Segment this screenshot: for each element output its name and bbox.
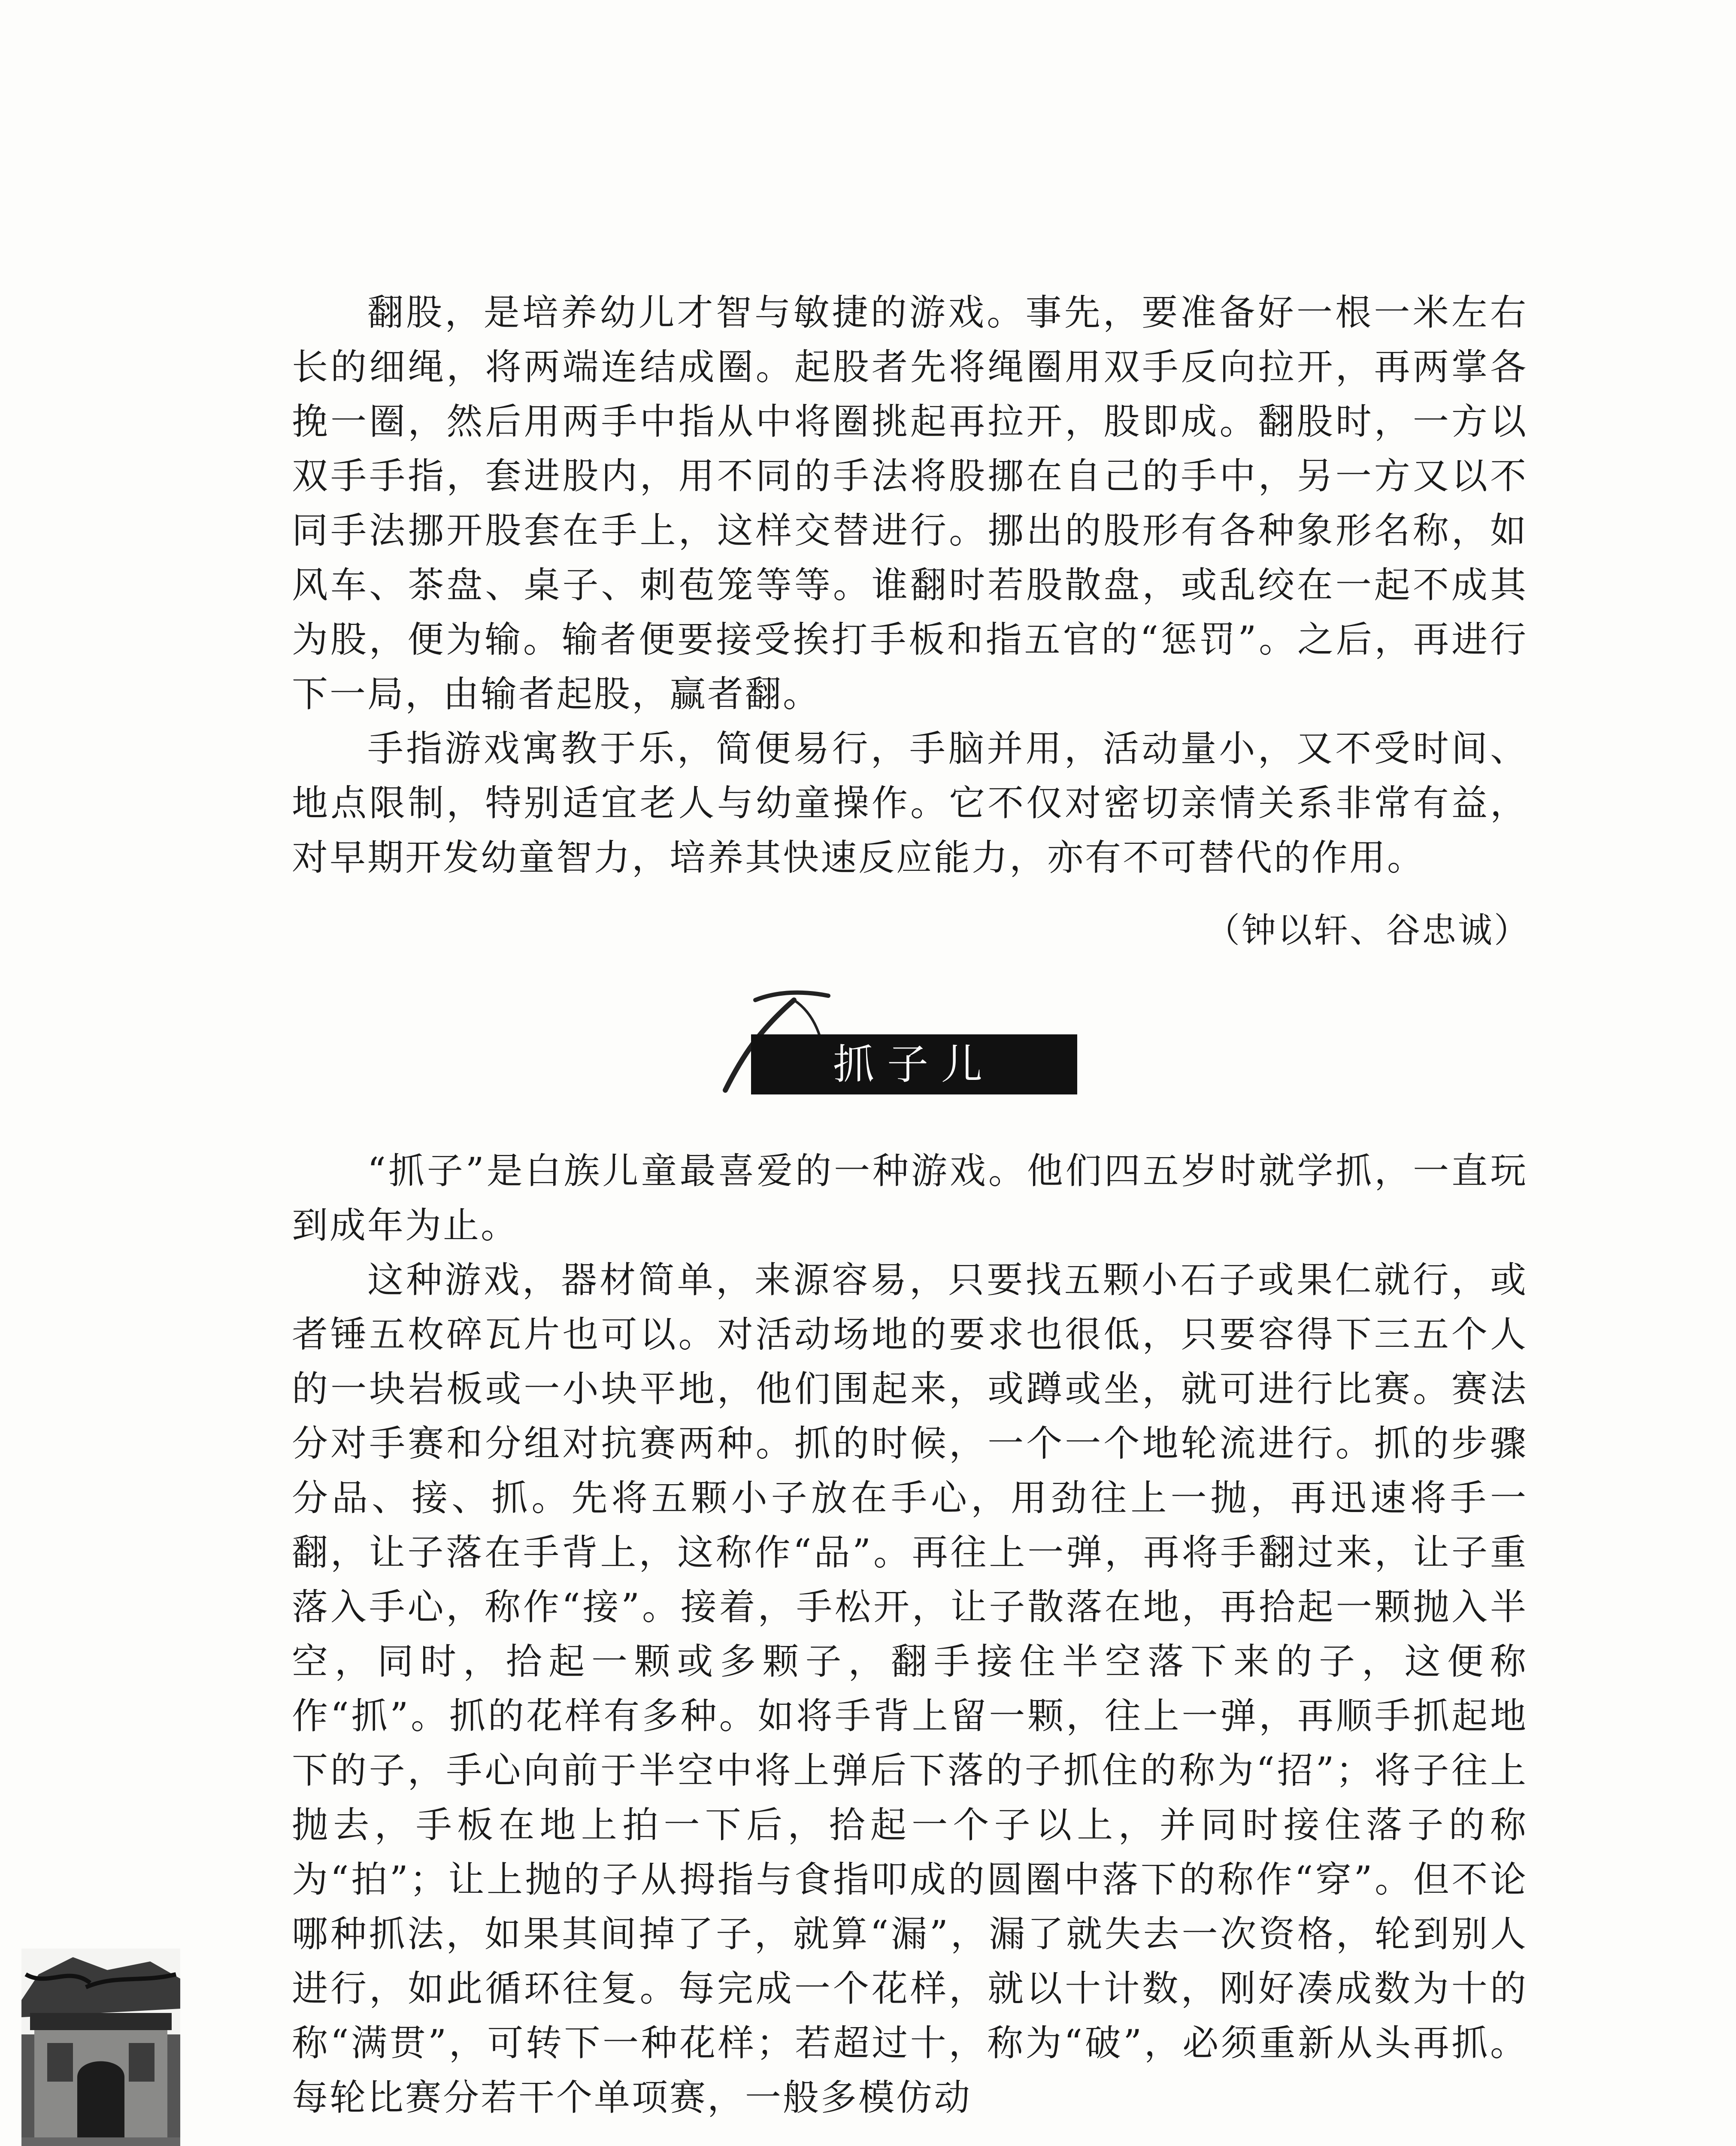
temple-building-icon [21, 1949, 180, 2146]
paragraph-finger-string-game: 翻股，是培养幼儿才智与敏捷的游戏。事先，要准备好一根一米左右长的细绳，将两端连结成圈。起股者先将绳圈用双手反向拉开，再两掌各挽一圈，然后用两手中指从中将圈挑起再拉开，股即成。翻股时，一方以双手手指，套进股内，用不同的手法将股挪在自己的手中，另一方又以不同手法挪开股套在手上，这样交替进行。挪出的股形有各种象形名称，如风车、茶盘、桌子、刺苞笼等等。谁翻时若股散盘，或乱绞在一起不成其为股，便为输。输者便要接受挨打手板和指五官的“惩罚”。之后，再进行下一局，由输者起股，赢者翻。 [292, 291, 1528, 715]
author-credit: （钟以轩、谷忠诚） [1206, 910, 1530, 950]
paragraph-finger-game-summary: 手指游戏寓教于乐，简便易行，手脑并用，活动量小，又不受时间、地点限制，特别适宜老人与幼童操作。它不仅对密切亲情关系非常有益，对早期开发幼童智力，培养其快速反应能力，亦有不可替代的作用。 [292, 727, 1528, 879]
paragraph-zhuazi-rules: 这种游戏，器材简单，来源容易，只要找五颗小石子或果仁就行，或者锤五枚碎瓦片也可以。对活动场地的要求也很低，只要容得下三五个人的一块岩板或一小块平地，他们围起来，或蹲或坐，就可进行比赛。赛法分对手赛和分组对抗赛两种。抓的时候，一个一个地轮流进行。抓的步骤分品、接、抓。先将五颗小子放在手心，用劲往上一抛，再迅速将手一翻，让子落在手背上，这称作“品”。再往上一弹，再将手翻过来，让子重落入手心，称作“接”。接着，手松开，让子散落在地，再拾起一颗抛入半空，同时，拾起一颗或多颗子，翻手接住半空落下来的子，这便称作“抓”。抓的花样有多种。如将手背上留一颗，往上一弹，再顺手抓起地下的子，手心向前于半空中将上弹后下落的子抓住的称为“招”；将子往上抛去，手板在地上拍一下后，拾起一个子以上，并同时接住落子的称为“拍”；让上抛的子从拇指与食指叩成的圆圈中落下的称作“穿”。但不论哪种抓法，如果其间掉了子，就算“漏”，漏了就失去一次资格，轮到别人进行，如此循环往复。每完成一个花样，就以十计数，刚好凑成数为十的称“满贯”，可转下一种花样；若超过十，称为“破”，必须重新从头再抓。每轮比赛分若干个单项赛，一般多模仿动 [292, 1259, 1528, 2119]
upper-text-block [292, 285, 1528, 885]
lower-text-block [292, 1144, 1528, 2125]
section-title: 抓子儿 [751, 1034, 1077, 1094]
section-heading [708, 983, 1077, 1094]
paragraph-zhuazi-intro: “抓子”是白族儿童最喜爱的一种游戏。他们四五岁时就学抓，一直玩到成年为止。 [292, 1150, 1528, 1246]
temple-illustration [21, 1949, 180, 2146]
